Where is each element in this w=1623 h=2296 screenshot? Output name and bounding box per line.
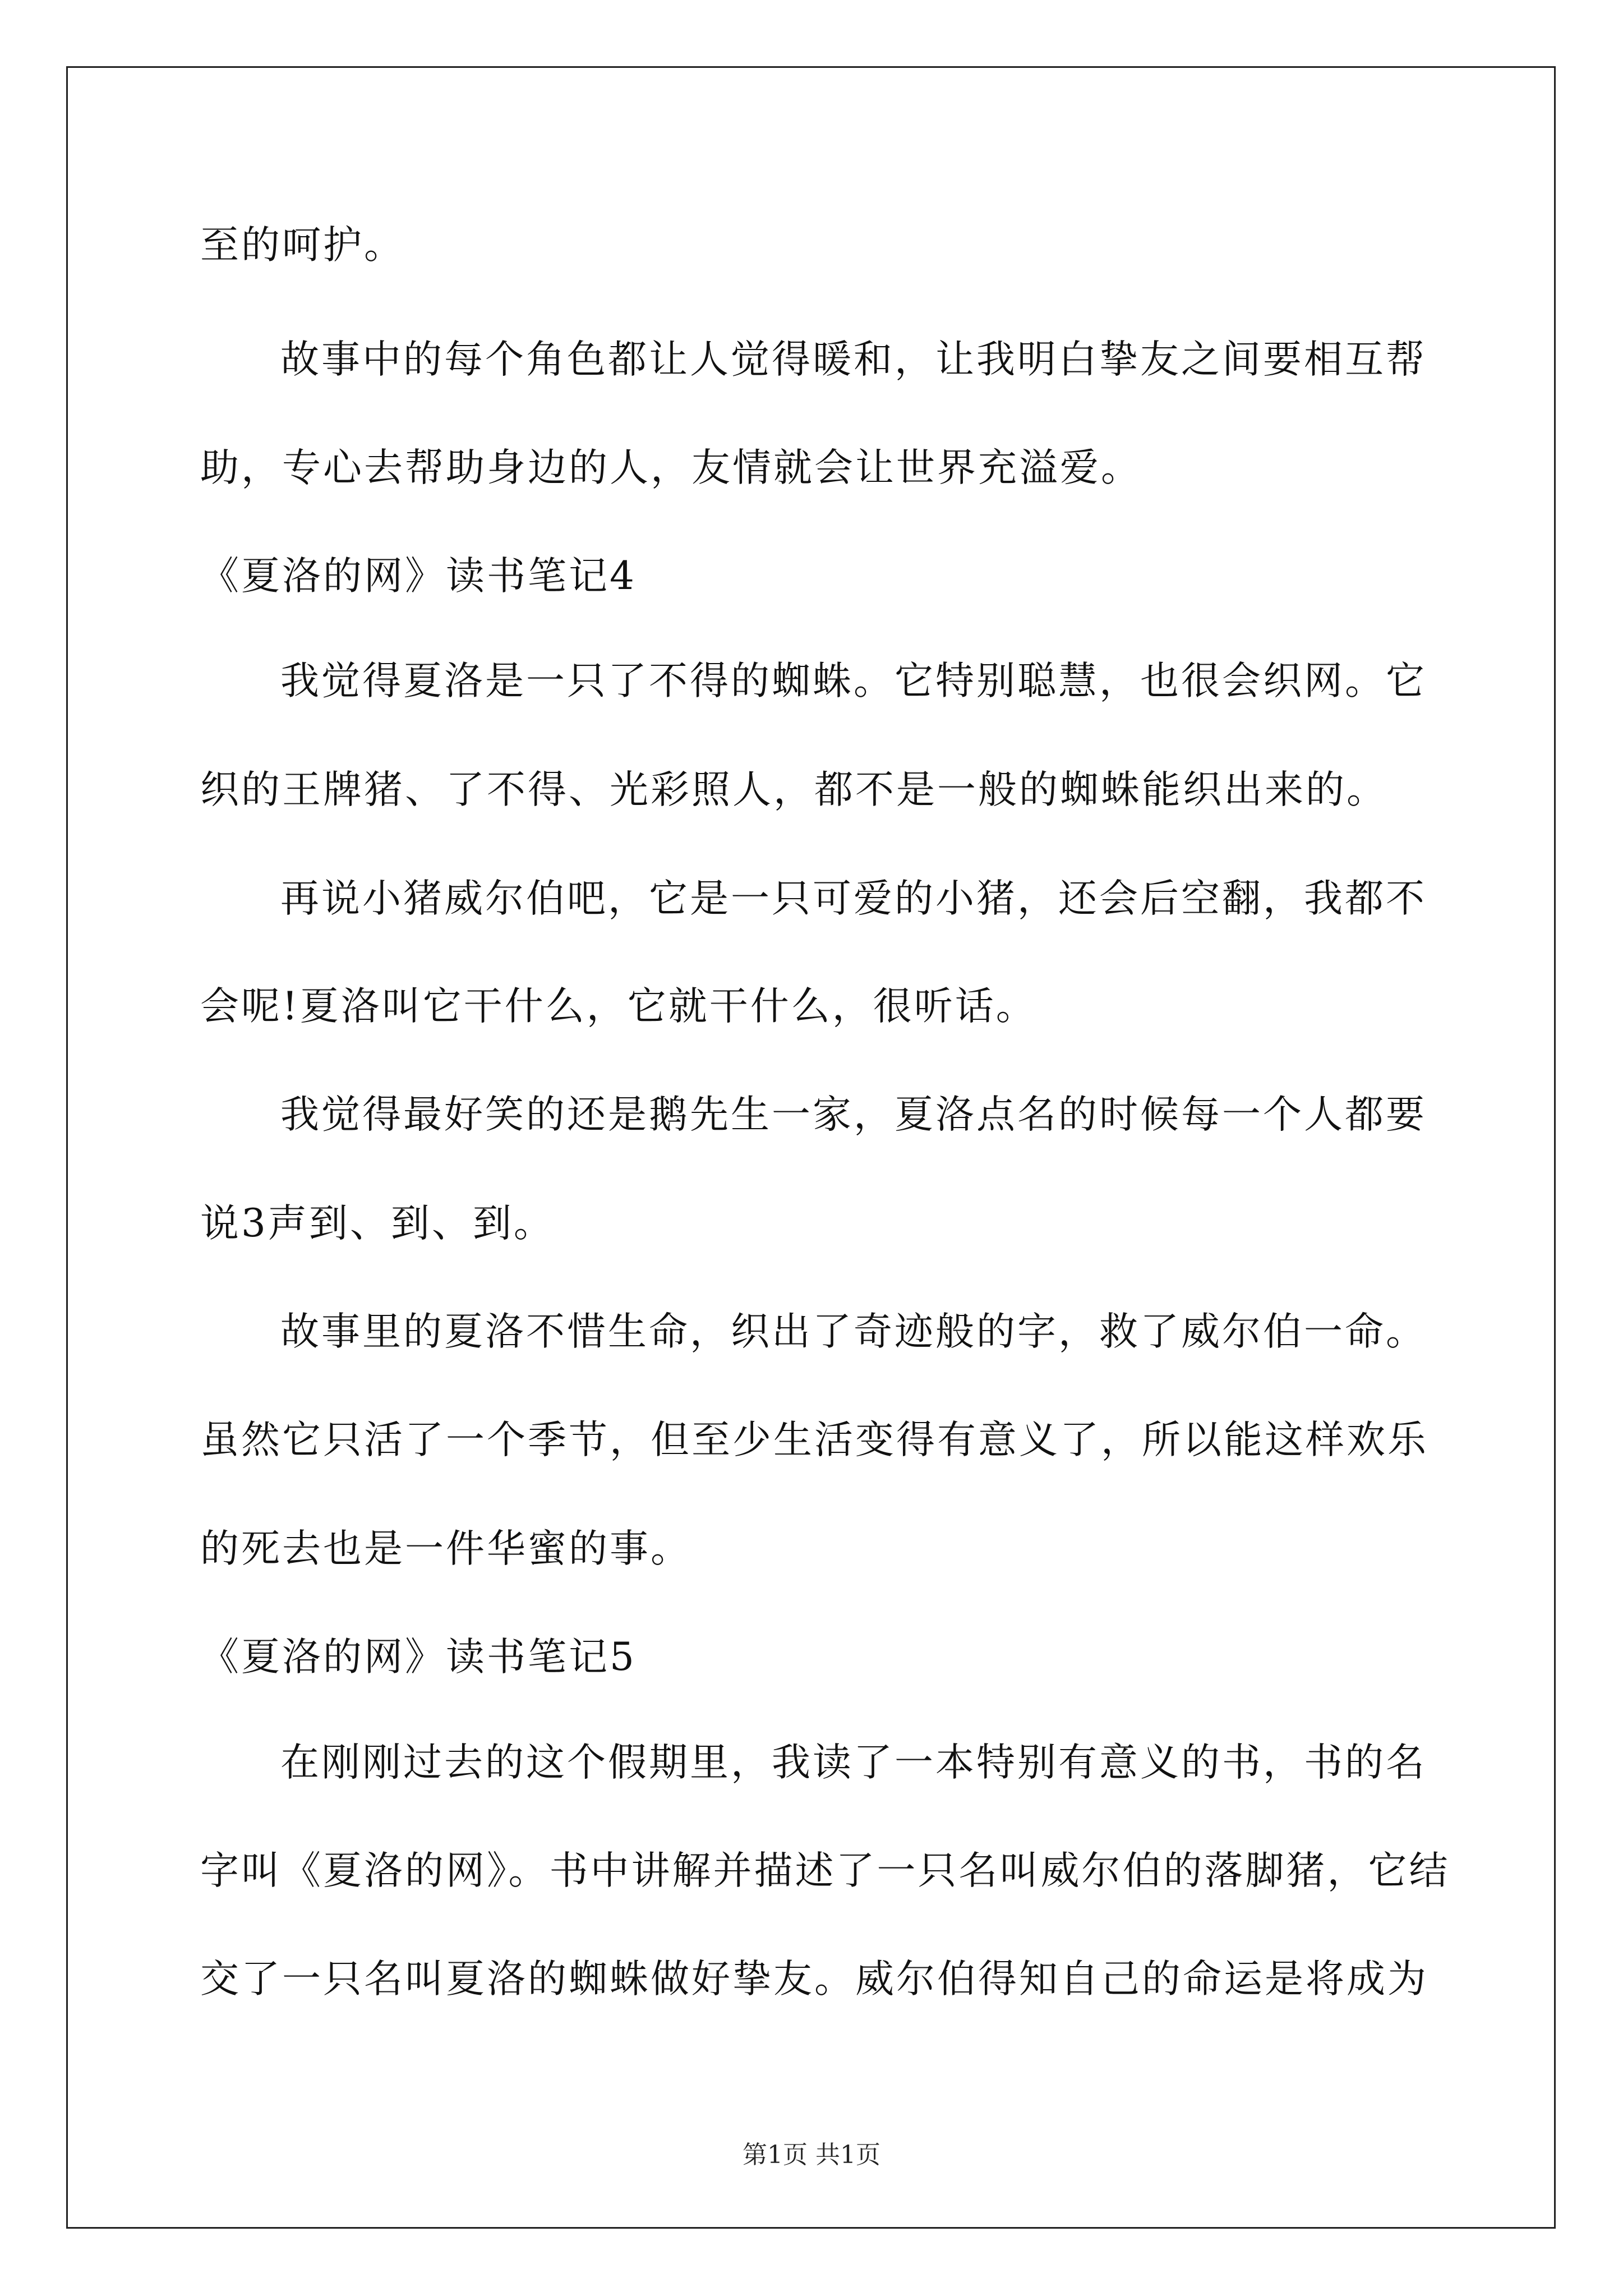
paragraph-line: 交了一只名叫夏洛的蜘蛛做好挚友。威尔伯得知自己的命运是将成为 xyxy=(200,1957,1428,2001)
paragraph-line: 再说小猪威尔伯吧，它是一只可爱的小猪，还会后空翻，我都不 xyxy=(280,876,1427,921)
paragraph-line: 织的王牌猪、了不得、光彩照人，都不是一般的蜘蛛能织出来的。 xyxy=(200,767,1387,812)
paragraph-line: 字叫《夏洛的网》。书中讲解并描述了一只名叫威尔伯的落脚猪，它结 xyxy=(200,1848,1450,1893)
section-heading: 《夏洛的网》读书笔记5 xyxy=(200,1635,637,1680)
paragraph-line: 我觉得最好笑的还是鹅先生一家，夏洛点名的时候每一个人都要 xyxy=(280,1092,1427,1137)
paragraph-line: 故事中的每个角色都让人觉得暖和，让我明白挚友之间要相互帮 xyxy=(280,337,1427,382)
paragraph-line: 至的呵护。 xyxy=(200,223,405,268)
paragraph-line: 我觉得夏洛是一只了不得的蜘蛛。它特别聪慧，也很会织网。它 xyxy=(280,659,1427,703)
paragraph-line: 助，专心去帮助身边的人，友情就会让世界充溢爱。 xyxy=(200,445,1142,490)
paragraph-line: 故事里的夏洛不惜生命，织出了奇迹般的字，救了威尔伯一命。 xyxy=(280,1309,1427,1354)
paragraph-line: 在刚刚过去的这个假期里，我读了一本特别有意义的书，书的名 xyxy=(280,1740,1427,1785)
page-footer: 第1页 共1页 xyxy=(743,2141,880,2169)
section-heading: 《夏洛的网》读书笔记4 xyxy=(200,554,637,599)
page-border xyxy=(66,66,1556,2229)
paragraph-line: 虽然它只活了一个季节，但至少生活变得有意义了，所以能这样欢乐 xyxy=(200,1418,1428,1462)
paragraph-line: 说3声到、到、到。 xyxy=(200,1201,555,1246)
paragraph-line: 的死去也是一件华蜜的事。 xyxy=(200,1526,691,1571)
paragraph-line: 会呢!夏洛叫它干什么，它就干什么，很听话。 xyxy=(200,984,1037,1029)
